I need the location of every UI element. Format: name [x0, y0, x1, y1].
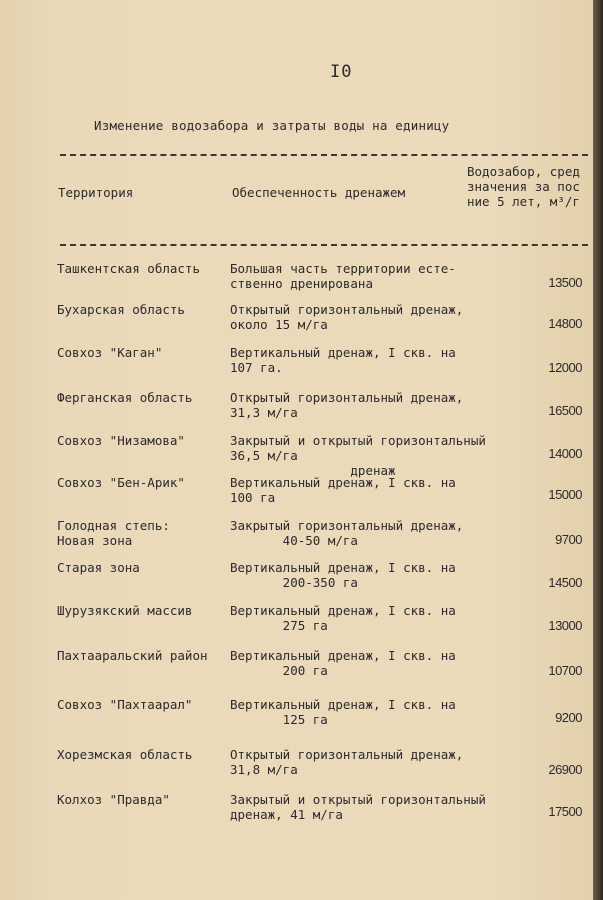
cell-territory: Хорезмская область	[57, 747, 193, 762]
page-number: I0	[330, 62, 353, 82]
book-spine-edge	[593, 0, 603, 900]
cell-drainage: Открытый горизонтальный дренаж, около 15 м/га	[230, 302, 464, 332]
cell-water-value: 14500	[548, 575, 582, 590]
cell-territory: Голодная степь: Новая зона	[57, 518, 170, 548]
cell-drainage: Вертикальный дренаж, I скв. на 125 га	[230, 697, 456, 727]
cell-water-value: 14800	[548, 316, 582, 331]
cell-territory: Бухарская область	[57, 302, 185, 317]
cell-water-value: 9200	[555, 710, 582, 725]
cell-water-value: 14000	[548, 446, 582, 461]
cell-drainage: Вертикальный дренаж, I скв. на 200 га	[230, 648, 456, 678]
cell-drainage: Вертикальный дренаж, I скв. на 100 га	[230, 475, 456, 505]
cell-drainage: Закрытый и открытый горизонтальный 36,5 м/га дренаж	[230, 433, 486, 478]
cell-water-value: 13500	[548, 275, 582, 290]
cell-drainage: Вертикальный дренаж, I скв. на 107 га.	[230, 345, 456, 375]
cell-drainage: Закрытый и открытый горизонтальный дренаж, 41 м/га	[230, 792, 486, 822]
cell-drainage: Закрытый горизонтальный дренаж, 40-50 м/га	[230, 518, 464, 548]
cell-territory: Ташкентская область	[57, 261, 200, 276]
cell-territory: Совхоз "Бен-Арик"	[57, 475, 185, 490]
cell-drainage: Открытый горизонтальный дренаж, 31,8 м/га	[230, 747, 464, 777]
cell-territory: Колхоз "Правда"	[57, 792, 170, 807]
cell-drainage: Открытый горизонтальный дренаж, 31,3 м/га	[230, 390, 464, 420]
cell-water-value: 17500	[548, 804, 582, 819]
table-header-rule	[60, 244, 588, 246]
header-drainage: Обеспеченность дренажем	[232, 185, 406, 200]
header-territory: Территория	[58, 185, 134, 200]
cell-water-value: 13000	[548, 618, 582, 633]
cell-territory: Совхоз "Каган"	[57, 345, 163, 360]
cell-territory: Совхоз "Низамова"	[57, 433, 185, 448]
table-title: Изменение водозабора и затраты воды на единицу	[94, 118, 450, 133]
cell-water-value: 15000	[548, 487, 582, 502]
cell-territory: Совхоз "Пахтаарал"	[57, 697, 193, 712]
cell-water-value: 10700	[548, 663, 582, 678]
cell-drainage: Вертикальный дренаж, I скв. на 275 га	[230, 603, 456, 633]
cell-water-value: 26900	[548, 762, 582, 777]
cell-territory: Шурузякский массив	[57, 603, 193, 618]
cell-territory: Пахтааральский район	[57, 648, 208, 663]
table-top-rule	[60, 154, 588, 156]
cell-water-value: 16500	[548, 403, 582, 418]
cell-territory: Ферганская область	[57, 390, 193, 405]
cell-territory: Старая зона	[57, 560, 140, 575]
cell-water-value: 9700	[555, 532, 582, 547]
cell-drainage: Вертикальный дренаж, I скв. на 200-350 га	[230, 560, 456, 590]
header-water-intake: Водозабор, сред значения за пос ние 5 лет, м³/г	[467, 164, 580, 209]
cell-water-value: 12000	[548, 360, 582, 375]
cell-drainage: Большая часть территории есте- ственно дренирована	[230, 261, 456, 291]
